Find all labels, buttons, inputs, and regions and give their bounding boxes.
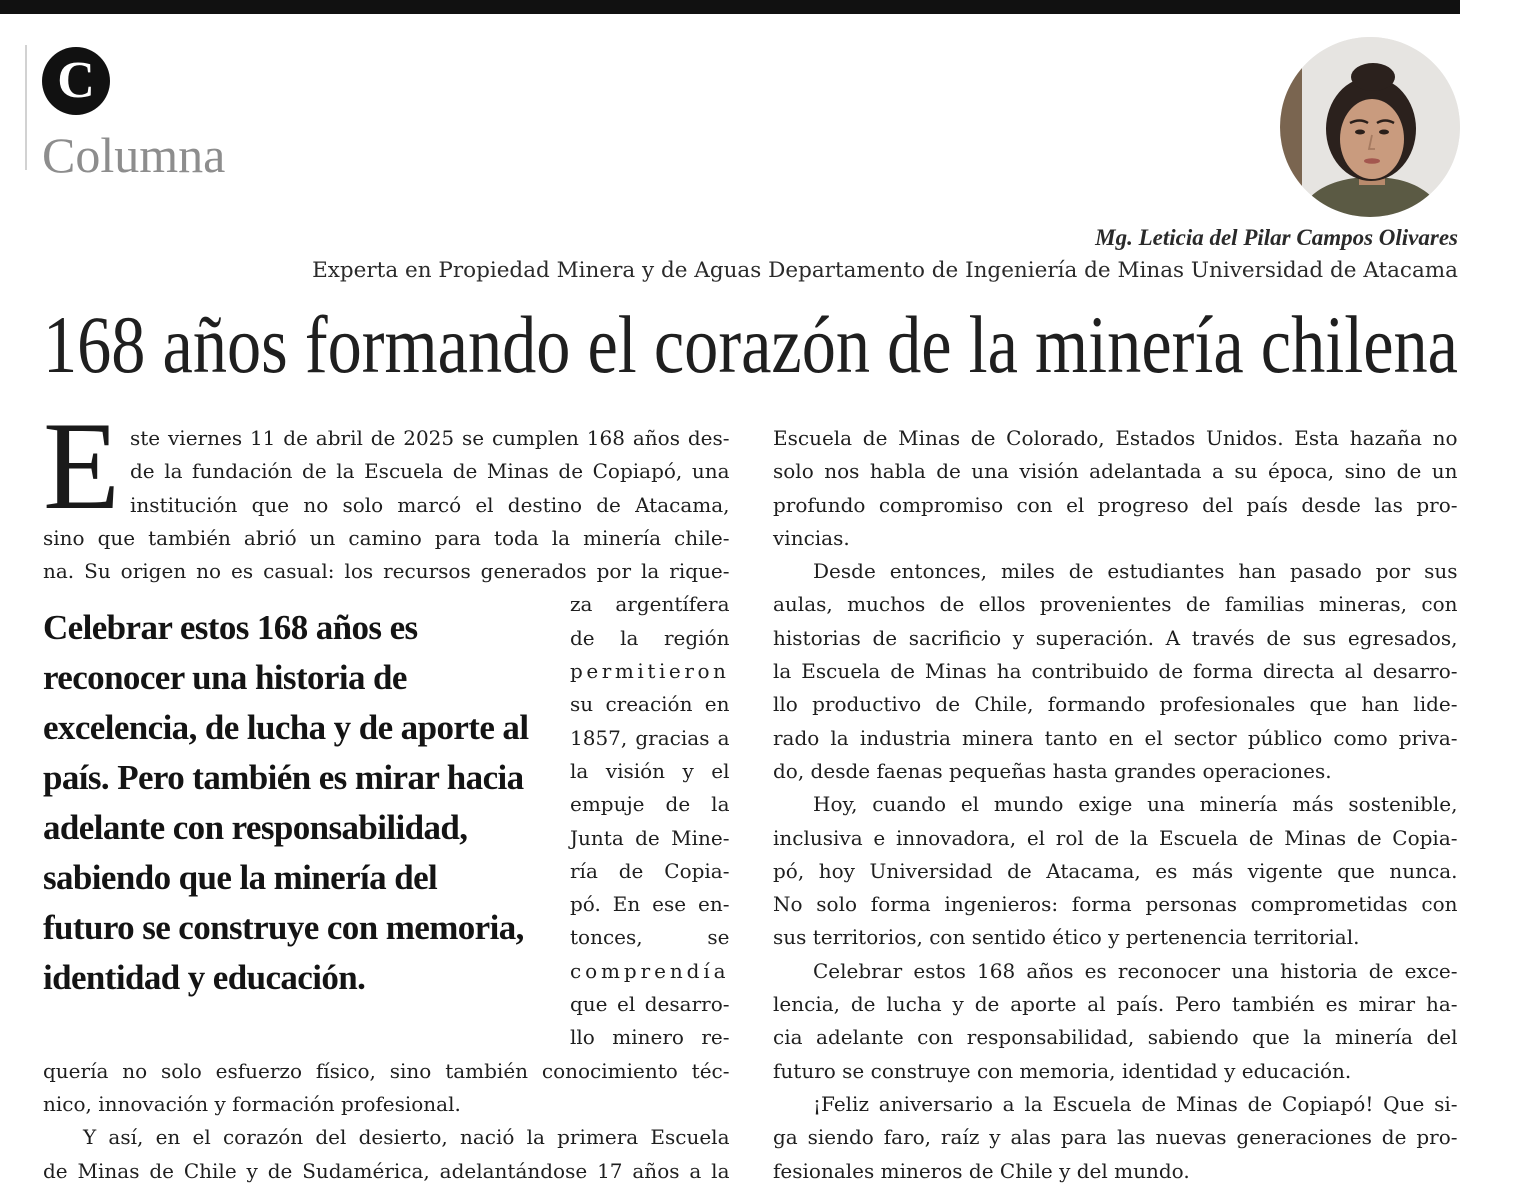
section-badge-icon: C (42, 47, 110, 115)
headline (43, 300, 1460, 395)
body-line: sino que también abrió un camino para toda la minería chile- (43, 525, 730, 550)
narrow-line: pó. En ese en- (570, 892, 730, 917)
pull-quote-line: Celebrar estos 168 años es (43, 608, 418, 647)
body-line: Escuela de Minas de Colorado, Estados Unidos. Esta hazaña no (773, 426, 1458, 450)
narrow-line: que el desarro- (570, 992, 730, 1017)
headline-text: 168 años formando el corazón de la minería chilena (43, 300, 1458, 390)
body-line: inclusiva e innovadora, el rol de la Escuela de Minas de Copia- (773, 825, 1458, 850)
pull-quote (43, 603, 558, 1003)
body-line: la Escuela de Minas ha contribuido de forma directa al desarro- (773, 659, 1458, 684)
body-line: do, desde faenas pequeñas hasta grandes operaciones. (773, 758, 1332, 783)
body-line: nico, innovación y formación profesional. (43, 1091, 461, 1116)
narrow-line: permitieron (570, 659, 730, 684)
drop-cap: E (43, 397, 120, 536)
body-line: Desde entonces, miles de estudiantes han pasado por sus (813, 559, 1458, 584)
body-line: na. Su origen no es casual: los recursos generados por la rique- (43, 559, 730, 584)
portrait-icon (1280, 37, 1460, 217)
body-line: de la fundación de la Escuela de Minas de Copiapó, una (130, 459, 730, 484)
body-line: ga siendo faro, raíz y alas para las nuevas generaciones de pro- (773, 1125, 1458, 1150)
column-right (773, 422, 1458, 1188)
author-photo (1280, 37, 1460, 217)
body-line: futuro se construye con memoria, identidad y educación. (773, 1058, 1352, 1083)
body-line: aulas, muchos de ellos provenientes de familias mineras, con (773, 592, 1458, 617)
narrow-line: su creación en (570, 692, 730, 717)
body-line: historias de sacrificio y superación. A través de sus egresados, (773, 625, 1458, 650)
narrow-line: llo minero re- (570, 1025, 730, 1050)
narrow-line: Junta de Mine- (570, 825, 730, 850)
section-divider (25, 45, 27, 170)
body-line: lencia, de lucha y de aporte al país. Pero también es mirar ha- (773, 992, 1458, 1017)
body-line: solo nos habla de una visión adelantada a su época, sino de un (773, 459, 1458, 484)
body-line: llo productivo de Chile, formando profesionales que han lide- (773, 692, 1458, 717)
narrow-line: 1857, gracias a (570, 725, 730, 750)
author-name: Mg. Leticia del Pilar Campos Olivares (1095, 225, 1458, 250)
body-line: ¡Feliz aniversario a la Escuela de Minas de Copiapó! Que si- (813, 1091, 1458, 1116)
body-line: fesionales mineros de Chile y del mundo. (773, 1158, 1190, 1183)
body-line: rado la industria minera tanto en el sector público como priva- (773, 725, 1458, 750)
narrow-line: la visión y el (570, 758, 730, 783)
pull-quote-line: futuro se construye con memoria, (43, 908, 524, 947)
body-line: quería no solo esfuerzo físico, sino también conocimiento téc- (43, 1058, 730, 1083)
body-line: Hoy, cuando el mundo exige una minería más sostenible, (813, 792, 1458, 817)
body-line: pó, hoy Universidad de Atacama, es más vigente que nunca. (773, 858, 1458, 883)
body-line: cia adelante con responsabilidad, sabiendo que la minería del (773, 1025, 1458, 1050)
body-line: vincias. (773, 525, 850, 550)
pull-quote-line: sabiendo que la minería del (43, 858, 438, 897)
pull-quote-line: reconocer una historia de (43, 658, 407, 697)
section-label: Columna (42, 127, 226, 183)
author-affiliation: Experta en Propiedad Minera y de Aguas Departamento de Ingeniería de Minas Universidad de Atacama (312, 258, 1458, 283)
top-rule (0, 0, 1460, 14)
body-line: institución que no solo marcó el destino de Atacama, (130, 492, 730, 517)
narrow-line: de la región (570, 625, 730, 650)
narrow-line: tonces, se (570, 925, 730, 950)
pull-quote-line: país. Pero también es mirar hacia (43, 758, 524, 797)
body-line: ste viernes 11 de abril de 2025 se cumplen 168 años des- (130, 426, 730, 450)
narrow-line: za argentífera (570, 592, 730, 617)
pull-quote-line: identidad y educación. (43, 958, 366, 997)
narrow-line: empuje de la (570, 792, 730, 817)
body-line: Celebrar estos 168 años es reconocer una historia de exce- (813, 958, 1458, 983)
body-line: de Minas de Chile y de Sudamérica, adelantándose 17 años a la (43, 1158, 730, 1183)
pull-quote-line: adelante con responsabilidad, (43, 808, 468, 847)
body-line: profundo compromiso con el progreso del país desde las pro- (773, 492, 1458, 517)
column-left (43, 397, 730, 1188)
narrow-line: comprendía (570, 958, 730, 983)
body-line: sus territorios, con sentido ético y pertenencia territorial. (773, 925, 1360, 950)
narrow-line: ría de Copia- (570, 858, 730, 883)
pull-quote-line: excelencia, de lucha y de aporte al (43, 708, 529, 747)
body-line: Y así, en el corazón del desierto, nació la primera Escuela (83, 1125, 730, 1150)
body-line: No solo forma ingenieros: forma personas comprometidas con (773, 892, 1458, 917)
